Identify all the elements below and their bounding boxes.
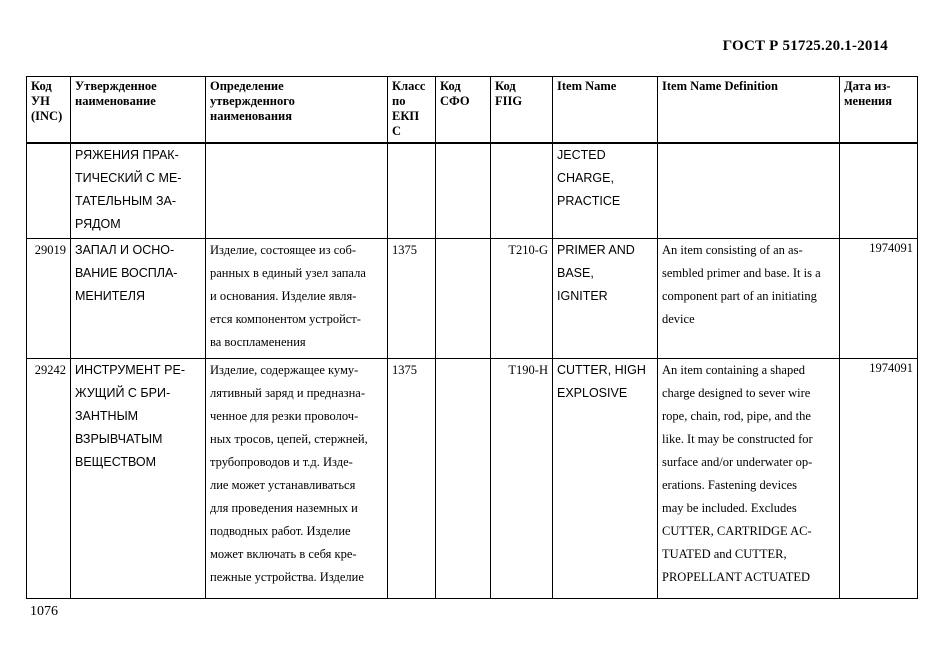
cell-line: лятивный заряд и предназна- bbox=[210, 386, 365, 400]
col-definition-header bbox=[206, 77, 388, 143]
header-line: Код bbox=[495, 79, 516, 93]
item-name-cell bbox=[553, 239, 658, 359]
header-line: менения bbox=[844, 94, 892, 108]
item-name-cell bbox=[553, 143, 658, 239]
col-item-definition-header bbox=[658, 77, 840, 143]
cell-line: CUTTER, HIGH bbox=[557, 363, 646, 377]
header-line: Item Name bbox=[557, 79, 617, 93]
header-line: Код bbox=[440, 79, 461, 93]
cell-line: PRACTICE bbox=[557, 193, 621, 208]
cell-line: Изделие, содержащее куму- bbox=[210, 363, 359, 377]
definition-cell bbox=[206, 143, 388, 239]
header-line: FIIG bbox=[495, 94, 523, 108]
header-line: наименование bbox=[75, 94, 156, 108]
classification-table bbox=[26, 76, 918, 599]
col-approved-name-header bbox=[71, 77, 206, 143]
cell-line: может включать в себя кре- bbox=[210, 547, 357, 561]
cell-line: An item containing a shaped bbox=[662, 363, 806, 377]
cell-line: erations. Fastening devices bbox=[662, 478, 798, 492]
header-line: Определение bbox=[210, 79, 284, 93]
sfo-cell bbox=[436, 359, 491, 599]
header-line: С bbox=[392, 124, 402, 138]
header-line: Утвержденное bbox=[75, 79, 157, 93]
cell-line: rope, chain, rod, pipe, and the bbox=[662, 409, 811, 423]
header-line: наименования bbox=[210, 109, 293, 123]
table-header-row bbox=[27, 77, 918, 143]
table-row bbox=[27, 359, 918, 599]
cell-line: BASE, bbox=[557, 266, 594, 280]
date-cell bbox=[840, 143, 918, 239]
cell-line: ЖУЩИЙ С БРИ- bbox=[75, 386, 171, 400]
cell-line: ченное для резки проволоч- bbox=[210, 409, 359, 423]
item-definition-cell bbox=[658, 143, 840, 239]
cell-line: для проведения наземных и bbox=[210, 501, 358, 515]
cell-line: ТАТЕЛЬНЫМ ЗА- bbox=[75, 193, 176, 208]
fiig-cell bbox=[491, 143, 553, 239]
header-line: УН bbox=[31, 94, 50, 108]
approved-name-cell bbox=[71, 143, 206, 239]
col-item-name-header bbox=[553, 77, 658, 143]
table-row bbox=[27, 239, 918, 359]
header-line: ЕКП bbox=[392, 109, 420, 123]
cell-line: CHARGE, bbox=[557, 170, 614, 185]
inc-cell: 29242 bbox=[27, 359, 71, 599]
cell-line: ЗАНТНЫМ bbox=[75, 409, 139, 423]
header-line: (INC) bbox=[31, 109, 63, 123]
approved-name-cell bbox=[71, 359, 206, 599]
class-cell bbox=[388, 143, 436, 239]
cell-line: IGNITER bbox=[557, 289, 608, 303]
item-definition-cell bbox=[658, 239, 840, 359]
cell-line: Изделие, состоящее из соб- bbox=[210, 243, 357, 257]
cell-line: component part of an initiating bbox=[662, 289, 817, 303]
header-line: СФО bbox=[440, 94, 470, 108]
item-name-cell bbox=[553, 359, 658, 599]
col-class-header bbox=[388, 77, 436, 143]
cell-line: TUATED and CUTTER, bbox=[662, 547, 787, 561]
table-body bbox=[27, 143, 918, 599]
cell-line: лие может устанавливаться bbox=[210, 478, 356, 492]
col-sfo-header bbox=[436, 77, 491, 143]
definition-cell bbox=[206, 359, 388, 599]
cell-line: JECTED bbox=[557, 147, 606, 162]
cell-line: EXPLOSIVE bbox=[557, 386, 628, 400]
cell-line: PRIMER AND bbox=[557, 243, 635, 257]
col-fiig-header bbox=[491, 77, 553, 143]
header-line: Код bbox=[31, 79, 52, 93]
fiig-cell: T210-G bbox=[491, 239, 553, 359]
cell-line: ВЕЩЕСТВОМ bbox=[75, 455, 157, 469]
inc-cell bbox=[27, 143, 71, 239]
cell-line: пежные устройства. Изделие bbox=[210, 570, 364, 584]
approved-name-cell bbox=[71, 239, 206, 359]
cell-line: ВЗРЫВЧАТЫМ bbox=[75, 432, 163, 446]
cell-line: may be included. Excludes bbox=[662, 501, 797, 515]
class-cell: 1375 bbox=[388, 239, 436, 359]
header-line: Дата из- bbox=[844, 79, 891, 93]
sfo-cell bbox=[436, 143, 491, 239]
date-cell: 1974091 bbox=[840, 239, 918, 359]
cell-line: трубопроводов и т.д. Изде- bbox=[210, 455, 353, 469]
cell-line: ных тросов, цепей, стержней, bbox=[210, 432, 368, 446]
cell-line: ИНСТРУМЕНТ РЕ- bbox=[75, 363, 185, 377]
fiig-cell: T190-H bbox=[491, 359, 553, 599]
col-date-header bbox=[840, 77, 918, 143]
header-line: Класс bbox=[392, 79, 426, 93]
col-inc-header bbox=[27, 77, 71, 143]
cell-line: и основания. Изделие явля- bbox=[210, 289, 357, 303]
table-row bbox=[27, 143, 918, 239]
cell-line: ВАНИЕ ВОСПЛА- bbox=[75, 266, 178, 280]
header-line: Item Name Definition bbox=[662, 79, 778, 93]
header-line: по bbox=[392, 94, 406, 108]
cell-line: ранных в единый узел запала bbox=[210, 266, 366, 280]
sfo-cell bbox=[436, 239, 491, 359]
cell-line: charge designed to sever wire bbox=[662, 386, 811, 400]
cell-line: ва воспламенения bbox=[210, 335, 306, 349]
cell-line: An item consisting of an as- bbox=[662, 243, 803, 257]
cell-line: ется компонентом устройст- bbox=[210, 312, 361, 326]
cell-line: sembled primer and base. It is a bbox=[662, 266, 821, 280]
cell-line: РЯЖЕНИЯ ПРАК- bbox=[75, 147, 179, 162]
item-definition-cell bbox=[658, 359, 840, 599]
cell-line: PROPELLANT ACTUATED bbox=[662, 570, 811, 584]
cell-line: surface and/or underwater op- bbox=[662, 455, 813, 469]
cell-line: РЯДОМ bbox=[75, 216, 121, 231]
definition-cell bbox=[206, 239, 388, 359]
document-standard-code: ГОСТ Р 51725.20.1-2014 bbox=[722, 38, 888, 54]
cell-line: device bbox=[662, 312, 695, 326]
cell-line: ЗАПАЛ И ОСНО- bbox=[75, 243, 175, 257]
date-cell: 1974091 bbox=[840, 359, 918, 599]
cell-line: подводных работ. Изделие bbox=[210, 524, 351, 538]
page-number: 1076 bbox=[30, 604, 58, 619]
class-cell: 1375 bbox=[388, 359, 436, 599]
cell-line: like. It may be constructed for bbox=[662, 432, 813, 446]
cell-line: ТИЧЕСКИЙ С МЕ- bbox=[75, 170, 182, 185]
inc-cell: 29019 bbox=[27, 239, 71, 359]
cell-line: CUTTER, CARTRIDGE AC- bbox=[662, 524, 812, 538]
header-line: утвержденного bbox=[210, 94, 295, 108]
cell-line: МЕНИТЕЛЯ bbox=[75, 289, 145, 303]
